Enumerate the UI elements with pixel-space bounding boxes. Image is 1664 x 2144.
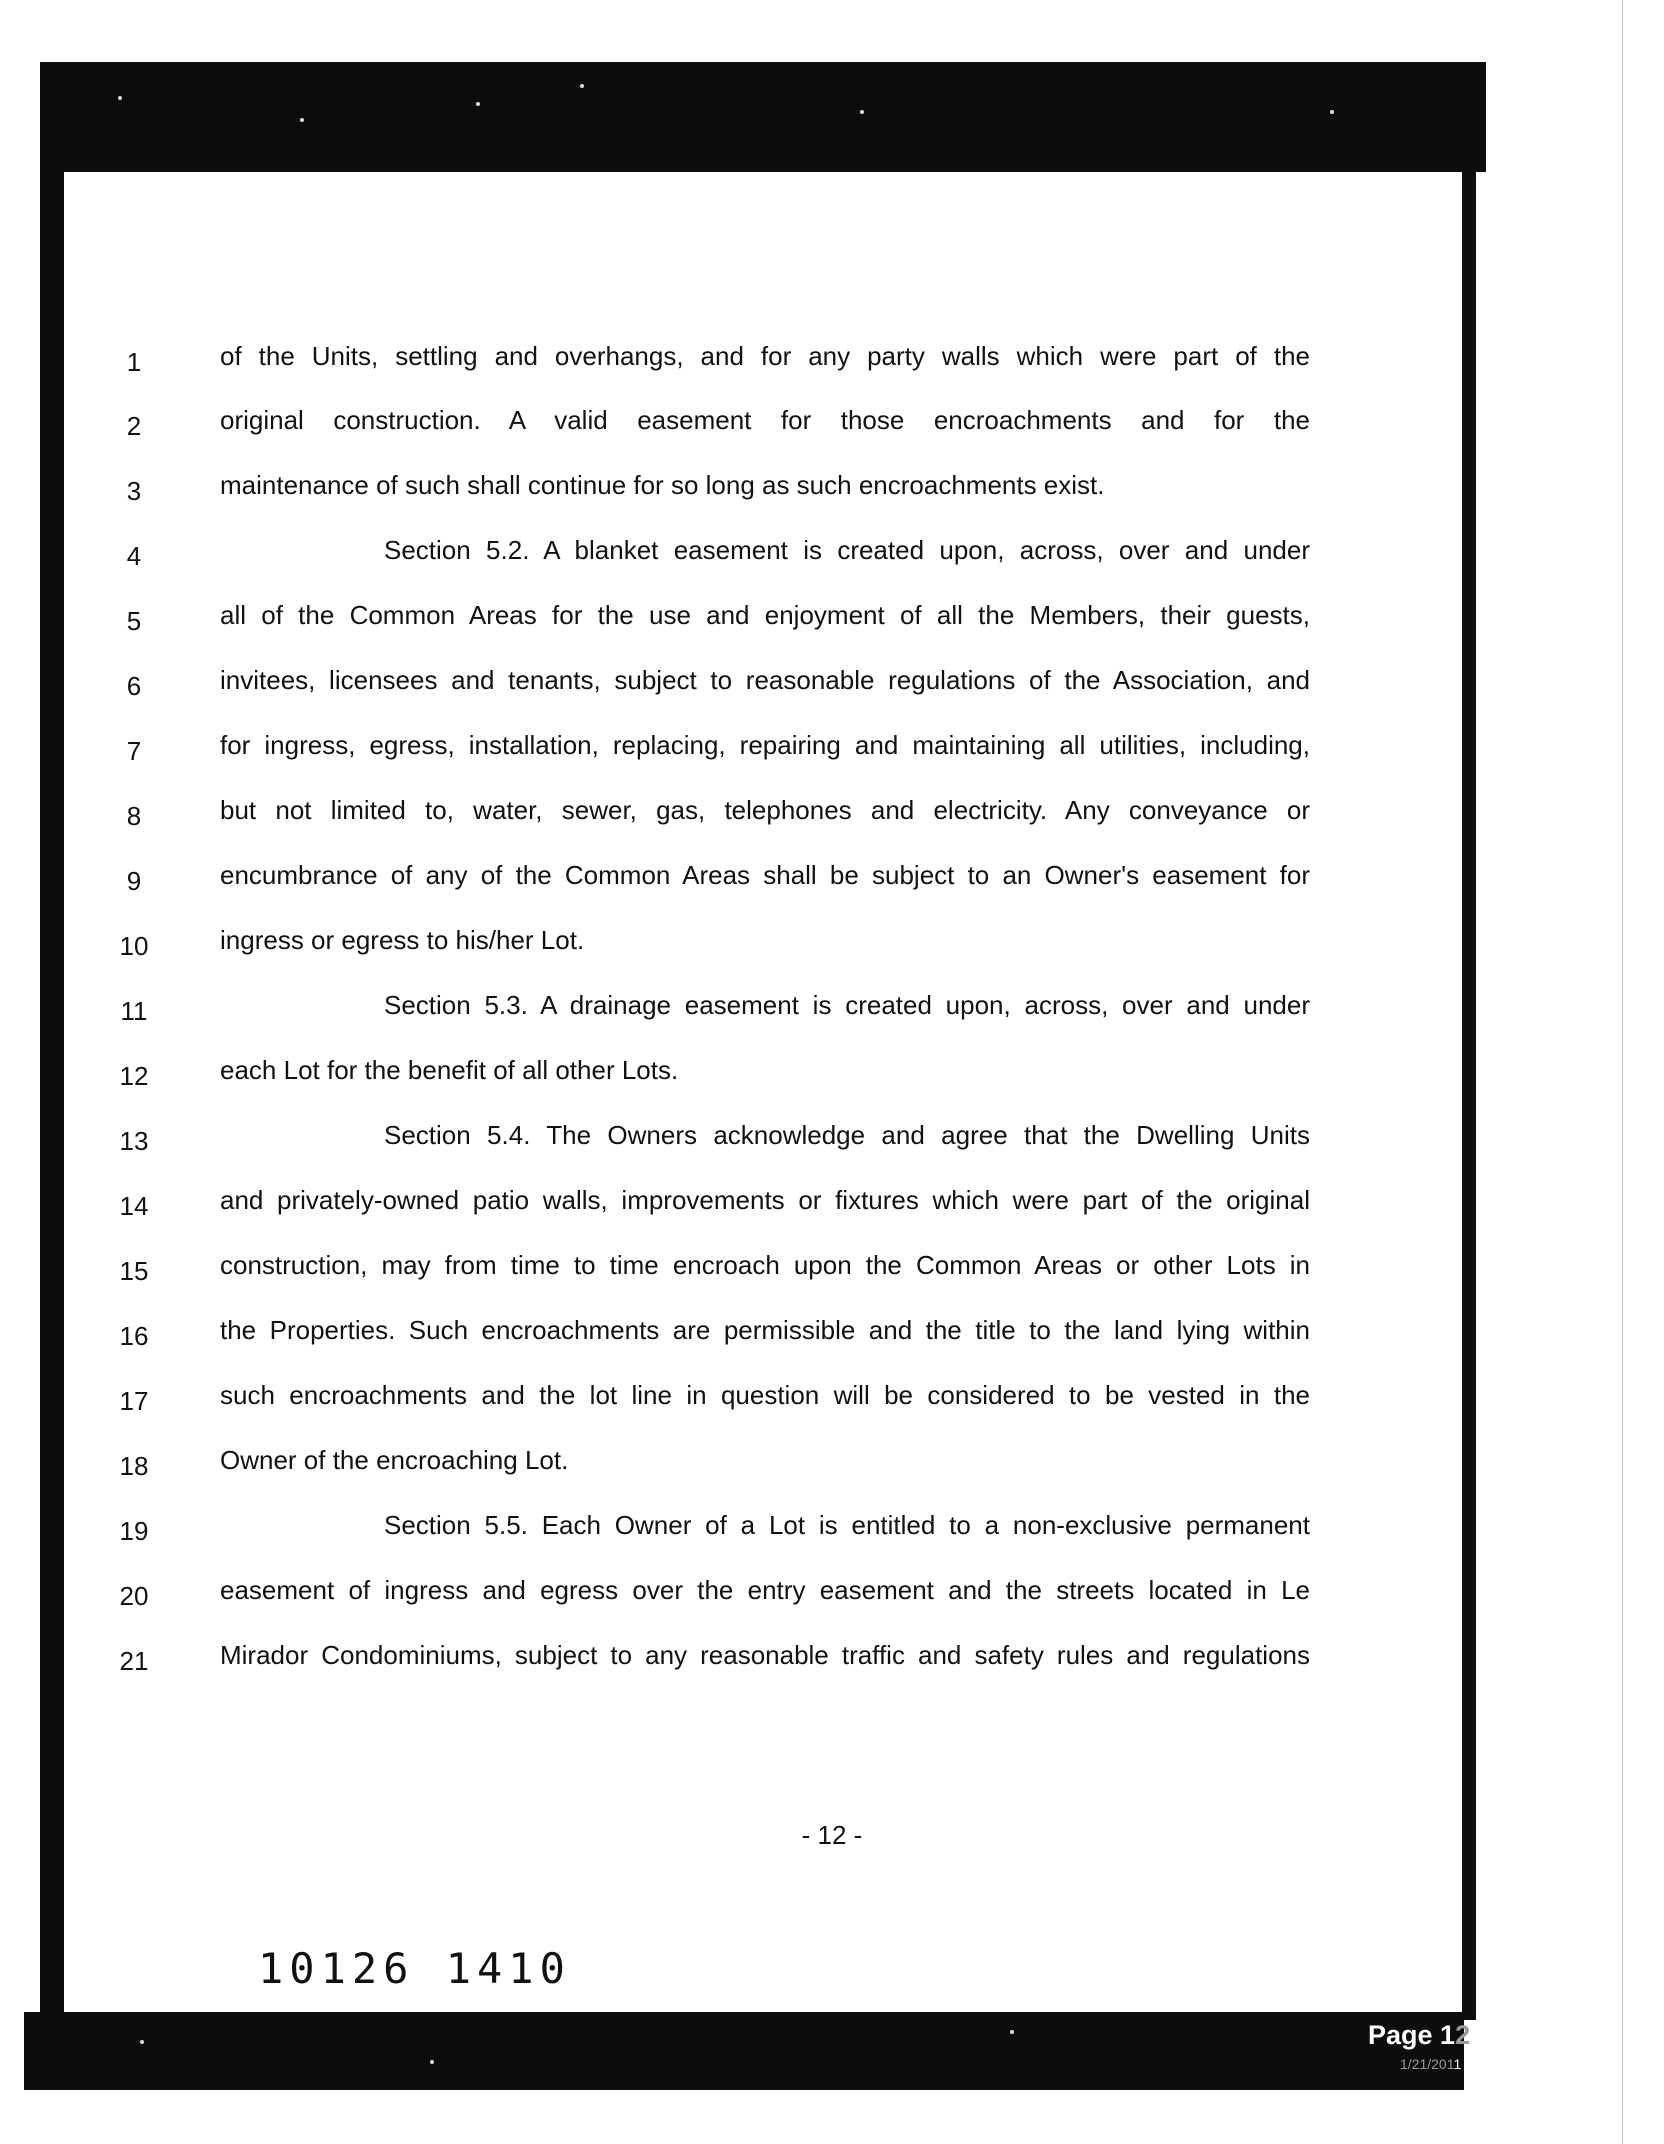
scan-right-border: [1462, 160, 1476, 2020]
line-number: 21: [119, 1646, 149, 1676]
line-number: 10: [119, 931, 149, 961]
text-line: ingress or egress to his/her Lot.: [220, 925, 585, 955]
scan-speck: [140, 2040, 144, 2044]
footer-page-word: Page 1: [1368, 2020, 1456, 2050]
line-number: 1: [126, 347, 142, 377]
line-number: 6: [126, 671, 142, 701]
text-line: easement of ingress and egress over the entry easement and the streets located in Le: [220, 1575, 1310, 1605]
scan-speck: [430, 2060, 434, 2064]
scan-speck: [860, 110, 864, 114]
line-number: 9: [126, 866, 142, 896]
footer-page-faint: 2: [1455, 2020, 1471, 2050]
text-line: original construction. A valid easement for those encroachments and for the: [220, 405, 1310, 435]
scan-speck: [580, 84, 584, 88]
text-line: maintenance of such shall continue for so long as such encroachments exist.: [220, 470, 1105, 500]
document-page: [64, 172, 1462, 2012]
scan-speck: [476, 102, 480, 106]
text-line: Section 5.4. The Owners acknowledge and agree that the Dwelling Units: [384, 1120, 1310, 1150]
footer-time: 1 11:49 AM: [1453, 2056, 1524, 2072]
text-line: Mirador Condominiums, subject to any reasonable traffic and safety rules and regulations: [220, 1640, 1310, 1670]
text-line: Section 5.5. Each Owner of a Lot is entitled to a non-exclusive permanent: [384, 1510, 1310, 1540]
scan-top-border: [40, 62, 1486, 172]
text-line: and privately-owned patio walls, improvements or fixtures which were part of the original: [220, 1185, 1310, 1215]
scan-speck: [1330, 110, 1334, 114]
text-line: invitees, licensees and tenants, subject to reasonable regulations of the Association, and: [220, 665, 1310, 695]
text-line: Section 5.3. A drainage easement is created upon, across, over and under: [384, 990, 1310, 1020]
line-number: 4: [126, 541, 142, 571]
text-line: Owner of the encroaching Lot.: [220, 1445, 569, 1475]
line-number: 7: [126, 736, 142, 766]
text-line: but not limited to, water, sewer, gas, telephones and electricity. Any conveyance or: [220, 795, 1310, 825]
line-number: 14: [119, 1191, 149, 1221]
scan-speck: [1010, 2030, 1014, 2034]
page-number: - 12 -: [801, 1820, 863, 1850]
text-line: encumbrance of any of the Common Areas shall be subject to an Owner's easement for: [220, 860, 1310, 890]
line-number: 12: [119, 1061, 149, 1091]
recording-stamp: 10126 1410: [258, 1944, 571, 1993]
text-line: each Lot for the benefit of all other Lots.: [220, 1055, 679, 1085]
footer-date: 1/21/201: [1400, 2056, 1454, 2072]
text-line: all of the Common Areas for the use and enjoyment of all the Members, their guests,: [220, 600, 1310, 630]
line-number: 8: [126, 801, 142, 831]
text-line: for ingress, egress, installation, replacing, repairing and maintaining all utilities, including,: [220, 730, 1310, 760]
scan-speck: [118, 96, 122, 100]
footer-timestamp: [1400, 2056, 1523, 2072]
line-number: 19: [119, 1516, 149, 1546]
text-line: construction, may from time to time encroach upon the Common Areas or other Lots in: [220, 1250, 1310, 1280]
line-number: 13: [119, 1126, 149, 1156]
scan-left-border: [40, 160, 64, 2020]
line-number: 2: [126, 411, 142, 441]
scan-bottom-border: [24, 2012, 1464, 2090]
line-number: 20: [119, 1581, 149, 1611]
line-number: 16: [119, 1321, 149, 1351]
line-number: 18: [119, 1451, 149, 1481]
line-number: 3: [126, 476, 142, 506]
line-number: 17: [119, 1386, 149, 1416]
line-number: 11: [120, 996, 148, 1026]
text-line: of the Units, settling and overhangs, and for any party walls which were part of the: [220, 341, 1310, 371]
footer-page-of: of 46: [1470, 2020, 1541, 2050]
scan-speck: [300, 118, 304, 122]
footer-page-indicator: [1368, 2020, 1541, 2051]
text-line: Section 5.2. A blanket easement is created upon, across, over and under: [384, 535, 1310, 565]
line-number: 5: [126, 606, 142, 636]
text-line: such encroachments and the lot line in question will be considered to be vested in the: [220, 1380, 1310, 1410]
line-number: 15: [119, 1256, 149, 1286]
text-line: the Properties. Such encroachments are permissible and the title to the land lying within: [220, 1315, 1310, 1345]
